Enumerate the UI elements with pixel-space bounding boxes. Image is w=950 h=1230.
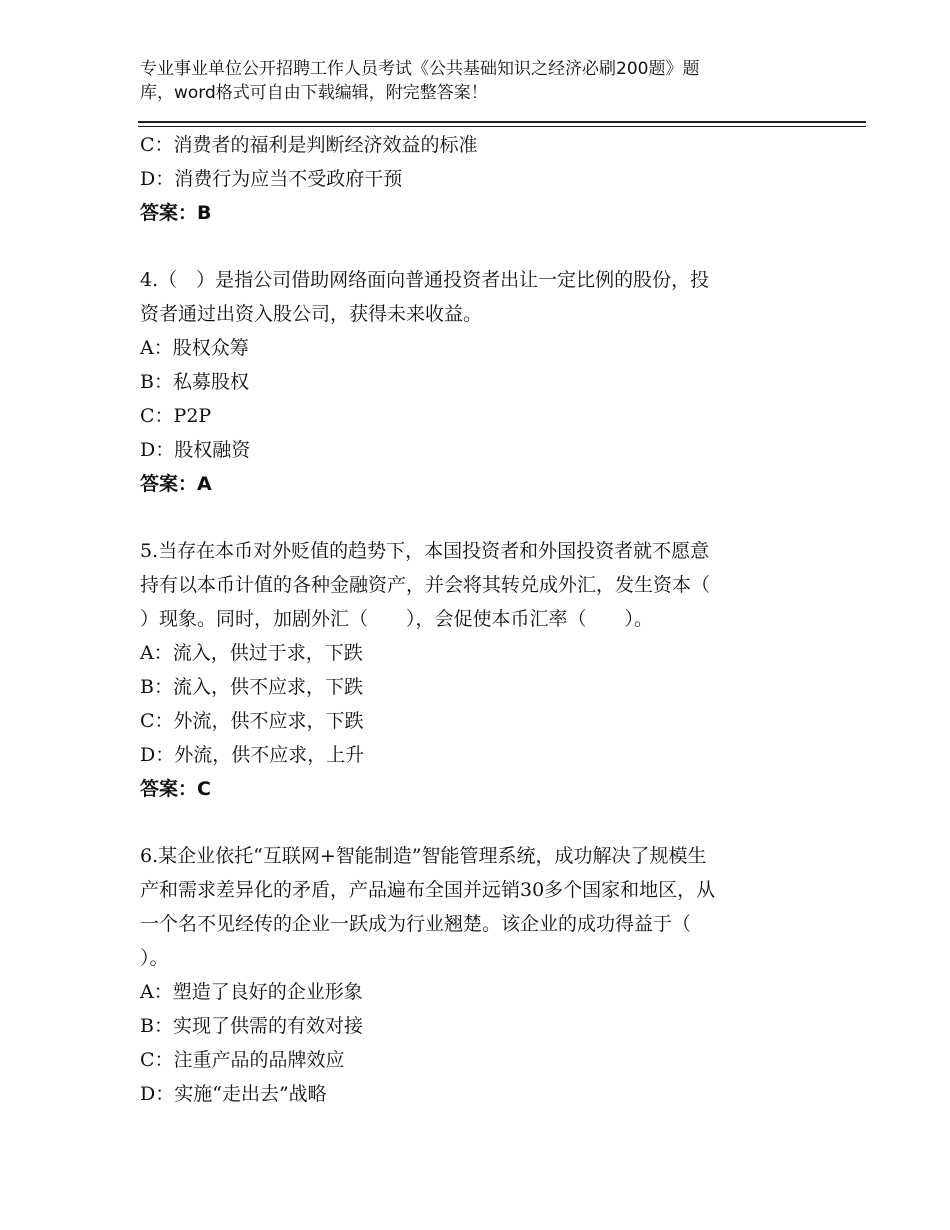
q3-option-c: C：消费者的福利是判断经济效益的标准 <box>140 134 478 156</box>
header-divider-thin <box>138 126 866 127</box>
q5-answer: 答案：C <box>140 778 211 800</box>
spacer <box>140 806 820 839</box>
q5-stem-line-1: 5.当存在本币对外贬值的趋势下，本国投资者和外国投资者就不愿意 <box>140 540 710 562</box>
q6-stem-line-2: 产和需求差异化的矛盾，产品遍布全国并远销30多个国家和地区，从 <box>140 879 716 901</box>
q5-option-a: A：流入，供过于求，下跌 <box>140 642 363 664</box>
q4-option-d: D：股权融资 <box>140 439 251 461</box>
q5-option-d: D：外流，供不应求，上升 <box>140 744 365 766</box>
q5-stem-line-2: 持有以本币计值的各种金融资产，并会将其转兑成外汇，发生资本（ <box>140 574 711 596</box>
q4-option-a: A：股权众筹 <box>140 337 249 359</box>
q5-option-b: B：流入，供不应求，下跌 <box>140 676 363 698</box>
q6-option-c: C：注重产品的品牌效应 <box>140 1049 345 1071</box>
q6-option-b: B：实现了供需的有效对接 <box>140 1015 363 1037</box>
header-title-line-2: 库，word格式可自由下载编辑，附完整答案！ <box>140 83 488 103</box>
question-3-block <box>140 128 820 230</box>
q3-option-d: D：消费行为应当不受政府干预 <box>140 168 403 190</box>
q5-option-c: C：外流，供不应求，下跌 <box>140 710 364 732</box>
q6-option-d: D：实施“走出去”战略 <box>140 1083 327 1105</box>
question-4-block <box>140 263 820 501</box>
q4-option-c: C：P2P <box>140 405 212 427</box>
q3-answer: 答案：B <box>140 202 212 224</box>
spacer <box>140 501 820 534</box>
header-divider-thick <box>138 121 866 123</box>
spacer <box>140 230 820 263</box>
q5-stem-line-3: ）现象。同时，加剧外汇（ ），会促使本币汇率（ ）。 <box>140 608 654 630</box>
q4-option-b: B：私募股权 <box>140 371 249 393</box>
q6-stem-line-4: ）。 <box>140 947 169 969</box>
q4-stem-line-2: 资者通过出资入股公司，获得未来收益。 <box>140 303 483 325</box>
q6-option-a: A：塑造了良好的企业形象 <box>140 981 363 1003</box>
q6-stem-line-1: 6.某企业依托“互联网+智能制造”智能管理系统，成功解决了规模生 <box>140 845 707 867</box>
document-header <box>140 57 780 105</box>
question-5-block <box>140 534 820 806</box>
question-6-block <box>140 839 820 1111</box>
header-title-line-1: 专业事业单位公开招聘工作人员考试《公共基础知识之经济必刷200题》题 <box>140 59 700 79</box>
q4-answer: 答案：A <box>140 473 212 495</box>
question-content <box>140 128 820 1111</box>
q4-stem-line-1: 4.（ ）是指公司借助网络面向普通投资者出让一定比例的股份，投 <box>140 269 710 291</box>
q6-stem-line-3: 一个名不见经传的企业一跃成为行业翘楚。该企业的成功得益于（ <box>140 913 692 935</box>
